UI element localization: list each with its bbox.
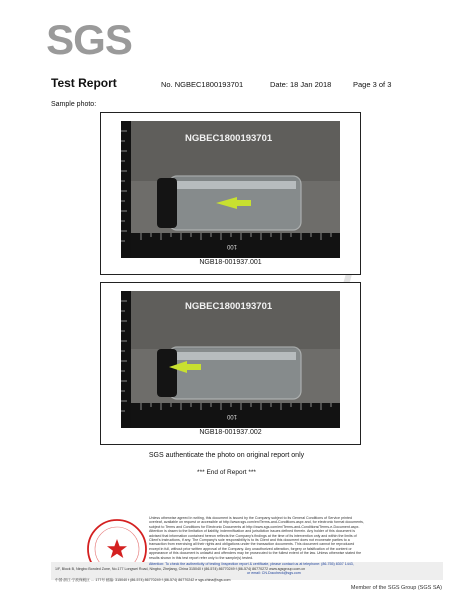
legal-line: subject to Terms and Conditions for Electronic Documents at http://www.sgs.com/en/Terms-and-Conditions/Terms-e-Document.aspx. xyxy=(149,524,360,529)
photo-caption-1: NGB18-001937.001 xyxy=(199,259,262,266)
member-note: Member of the SGS Group (SGS SA) xyxy=(350,585,442,591)
sample-photo-2 xyxy=(121,291,340,428)
end-of-report: *** End of Report *** xyxy=(197,469,256,476)
address-line-2: 中国·浙江·宁波保税区 … 177号 邮编: 315040 t (86-574) 86770249 f (86-574) 86770242 e sgs.china@sgs.com xyxy=(55,578,231,582)
legal-line: Client's instructions, if any. The Company's sole responsibility is to its Client and this document does not exonerate parties to a xyxy=(149,538,350,543)
legal-line: Unless otherwise agreed in writing, this document is issued by the Company subject to its General Conditions of Service printed xyxy=(149,516,352,520)
legal-disclaimer xyxy=(149,516,442,560)
legal-line: overleaf, available on request or accessible at http://www.sgs.com/en/Terms-and-Conditions.aspx and, for electronic format documents, xyxy=(149,520,364,525)
photo-overlay-1: NGBEC1800193701 xyxy=(185,133,273,144)
legal-line: advised that information contained hereon reflects the Company's findings at the time of its intervention only and within the limits of xyxy=(149,533,357,538)
legal-line: Attention is drawn to the limitation of liability, indemnification and jurisdiction issues defined therein. Any holder of this document is xyxy=(149,529,356,534)
attention-line: Attention: To check the authenticity of testing /inspection report & certificate, please contact us at telephone: (86-755) 8307 1443, xyxy=(149,562,354,566)
legal-line: except in full, without prior written approval of the Company. Any unauthorized alteration, forgery or falsification of the content or xyxy=(149,546,352,551)
ruler-mark-1: 100 xyxy=(226,243,237,249)
report-number: No. NGBEC1800193701 xyxy=(161,80,244,89)
authenticate-note: SGS authenticate the photo on original report only xyxy=(148,452,305,459)
legal-line: results shown in this test report refer only to the sample(s) tested. xyxy=(149,555,254,560)
sample-photo-label: Sample photo: xyxy=(51,101,97,108)
page-number: Page 3 of 3 xyxy=(353,80,392,89)
legal-line: appearance of this document is unlawful and offenders may be prosecuted to the fullest extent of the law. Unless otherwise stated the xyxy=(149,551,362,556)
report-title: Test Report xyxy=(51,76,117,90)
photo-frame-1 xyxy=(100,112,361,275)
attention-email: or email: CN.Doccheck@sgs.com xyxy=(247,571,301,575)
sgs-logo-text: SGS xyxy=(46,16,132,63)
sample-photo-1 xyxy=(121,121,340,258)
report-date: Date: 18 Jan 2018 xyxy=(270,80,332,89)
photo-caption-2: NGB18-001937.002 xyxy=(199,429,262,436)
legal-line: transaction from exercising all their rights and obligations under the transaction documents. This document cannot be reproduced xyxy=(149,542,355,547)
ruler-mark-2: 100 xyxy=(226,413,237,419)
sgs-logo xyxy=(46,14,132,63)
photo-frame-2 xyxy=(100,282,361,445)
photo-overlay-2: NGBEC1800193701 xyxy=(185,301,273,312)
address-line-1: 1/F, Block B, Ningbo Bonded Zone, No.177 Longwei Road, Ningbo, Zhejiang, China 315040 t (86-574) 86770249 f (86-574) 86770272 www.sgsgroup.com.cn xyxy=(55,567,306,571)
